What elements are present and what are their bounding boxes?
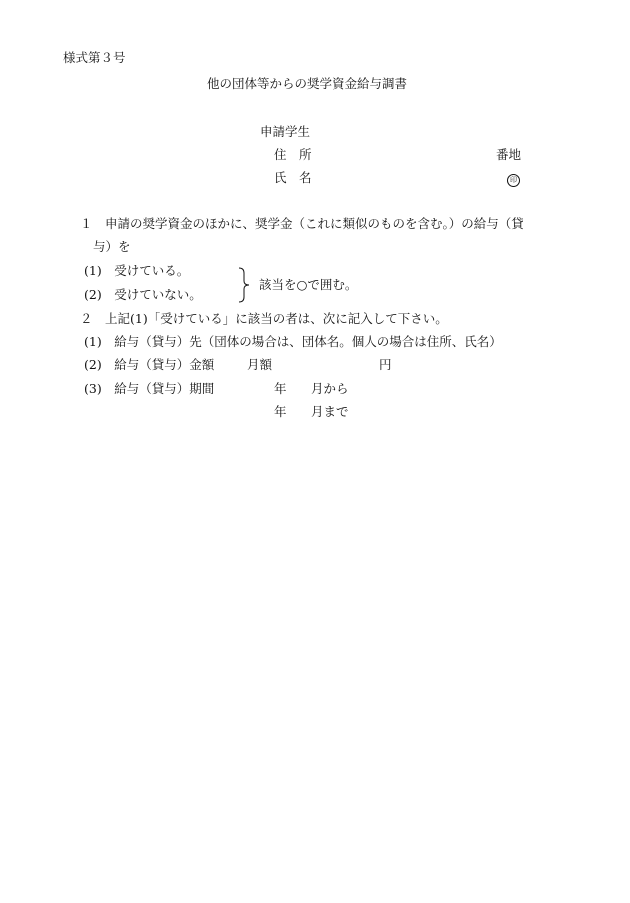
period-to-year: 年 <box>274 404 287 419</box>
address-suffix: 番地 <box>496 147 522 162</box>
section1-line2: 与）を <box>93 239 131 254</box>
amount-monthly: 月額 <box>247 357 273 372</box>
seal-mark <box>507 172 520 187</box>
circle-note: 該当を○で囲む。 <box>259 277 358 292</box>
document-title: 他の団体等からの奨学資金給与調書 <box>207 76 408 91</box>
period-from-month: 月から <box>311 381 349 396</box>
brace-icon <box>236 267 254 303</box>
name-label: 氏 名 <box>274 170 312 185</box>
address-label: 住 所 <box>274 147 312 162</box>
item-period-label: (3) 給与（貸与）期間 <box>84 381 215 396</box>
item-amount-label: (2) 給与（貸与）金額 <box>84 357 215 372</box>
applicant-heading: 申請学生 <box>260 124 311 139</box>
section2-heading: ２ 上記(1)「受けている」に該当の者は、次に記入して下さい。 <box>80 311 448 326</box>
seal-icon: 印 <box>507 174 520 187</box>
period-to-month: 月まで <box>311 404 349 419</box>
period-from-year: 年 <box>274 381 287 396</box>
form-number: 様式第３号 <box>63 50 126 65</box>
option-not-receiving: (2) 受けていない。 <box>84 287 202 302</box>
section1-line1: １ 申請の奨学資金のほかに、奨学金（これに類似のものを含む。）の給与（貸 <box>80 216 524 231</box>
option-receiving: (1) 受けている。 <box>84 263 190 278</box>
amount-unit: 円 <box>379 357 392 372</box>
item-provider: (1) 給与（貸与）先（団体の場合は、団体名。個人の場合は住所、氏名） <box>84 334 502 349</box>
